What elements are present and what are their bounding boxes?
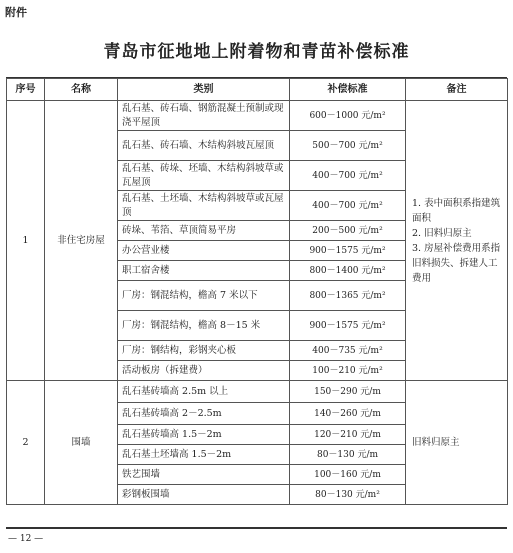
attachment-label: 附件 <box>5 6 27 19</box>
category-cell: 铁艺围墙 <box>118 465 290 485</box>
standard-cell: 500－700 元/m² <box>290 131 406 161</box>
standard-cell: 900－1575 元/m² <box>290 311 406 341</box>
category-cell: 乱石基、砖石墙、钢筋混凝土预制或现浇平屋顶 <box>118 101 290 131</box>
item-name: 围墙 <box>45 381 118 505</box>
standard-cell: 140－260 元/m <box>290 403 406 425</box>
table-header-row <box>7 79 508 101</box>
document-title: 青岛市征地地上附着物和青苗补偿标准 <box>103 42 410 62</box>
category-cell: 活动板房（拆建费） <box>118 361 290 381</box>
note-cell <box>406 381 508 505</box>
category-cell: 厂房：钢混结构，檐高 8－15 米 <box>118 311 290 341</box>
note-line: 3. 房屋补偿费用系指旧料损失、拆建人工费用 <box>412 242 501 284</box>
category-cell: 乱石基砖墙高 2－2.5m <box>118 403 290 425</box>
category-cell: 乱石基土坯墙高 1.5－2m <box>118 445 290 465</box>
table-bottom-rule <box>6 527 507 529</box>
standard-cell: 600－1000 元/m² <box>290 101 406 131</box>
standard-cell: 80－130 元/m² <box>290 485 406 505</box>
header-no: 序号 <box>7 79 45 101</box>
category-cell: 乱石基砖墙高 2.5m 以上 <box>118 381 290 403</box>
header-note: 备注 <box>406 79 508 101</box>
standard-cell: 400－700 元/m² <box>290 161 406 191</box>
note-line: 2. 旧料归原主 <box>412 227 472 239</box>
standard-cell: 100－210 元/m² <box>290 361 406 381</box>
header-category: 类别 <box>118 79 290 101</box>
header-name: 名称 <box>45 79 118 101</box>
category-cell: 乱石基、砖石墙、木结构斜坡瓦屋顶 <box>118 131 290 161</box>
category-cell: 厂房：钢混结构，檐高 7 米以下 <box>118 281 290 311</box>
category-cell: 彩钢板围墙 <box>118 485 290 505</box>
standard-cell: 400－735 元/m² <box>290 341 406 361</box>
category-cell: 乱石基、砖垛、坯墙、木结构斜坡草或瓦屋顶 <box>118 161 290 191</box>
row-number: 2 <box>7 381 45 505</box>
table-row <box>7 101 508 131</box>
header-standard: 补偿标准 <box>290 79 406 101</box>
page-number: — 12 — <box>8 534 44 544</box>
standard-cell: 900－1575 元/m² <box>290 241 406 261</box>
standard-cell: 200－500 元/m² <box>290 221 406 241</box>
standard-cell: 150－290 元/m <box>290 381 406 403</box>
table-row <box>7 381 508 403</box>
category-cell: 办公营业楼 <box>118 241 290 261</box>
category-cell: 厂房：钢结构，彩钢夹心板 <box>118 341 290 361</box>
standard-cell: 100－160 元/m <box>290 465 406 485</box>
row-number: 1 <box>7 101 45 381</box>
category-cell: 职工宿舍楼 <box>118 261 290 281</box>
standard-cell: 400－700 元/m² <box>290 191 406 221</box>
category-cell: 乱石基砖墙高 1.5－2m <box>118 425 290 445</box>
note-line: 1. 表中面积系指建筑面积 <box>412 197 501 224</box>
note-cell <box>406 101 508 381</box>
note-line: 旧料归原主 <box>412 437 460 448</box>
compensation-table <box>6 78 508 505</box>
standard-cell: 800－1365 元/m² <box>290 281 406 311</box>
standard-cell: 120－210 元/m <box>290 425 406 445</box>
standard-cell: 800－1400 元/m² <box>290 261 406 281</box>
category-cell: 砖垛、苇箔、草顶简易平房 <box>118 221 290 241</box>
standard-cell: 80－130 元/m <box>290 445 406 465</box>
item-name: 非住宅房屋 <box>45 101 118 381</box>
category-cell: 乱石基、土坯墙、木结构斜坡草或瓦屋顶 <box>118 191 290 221</box>
